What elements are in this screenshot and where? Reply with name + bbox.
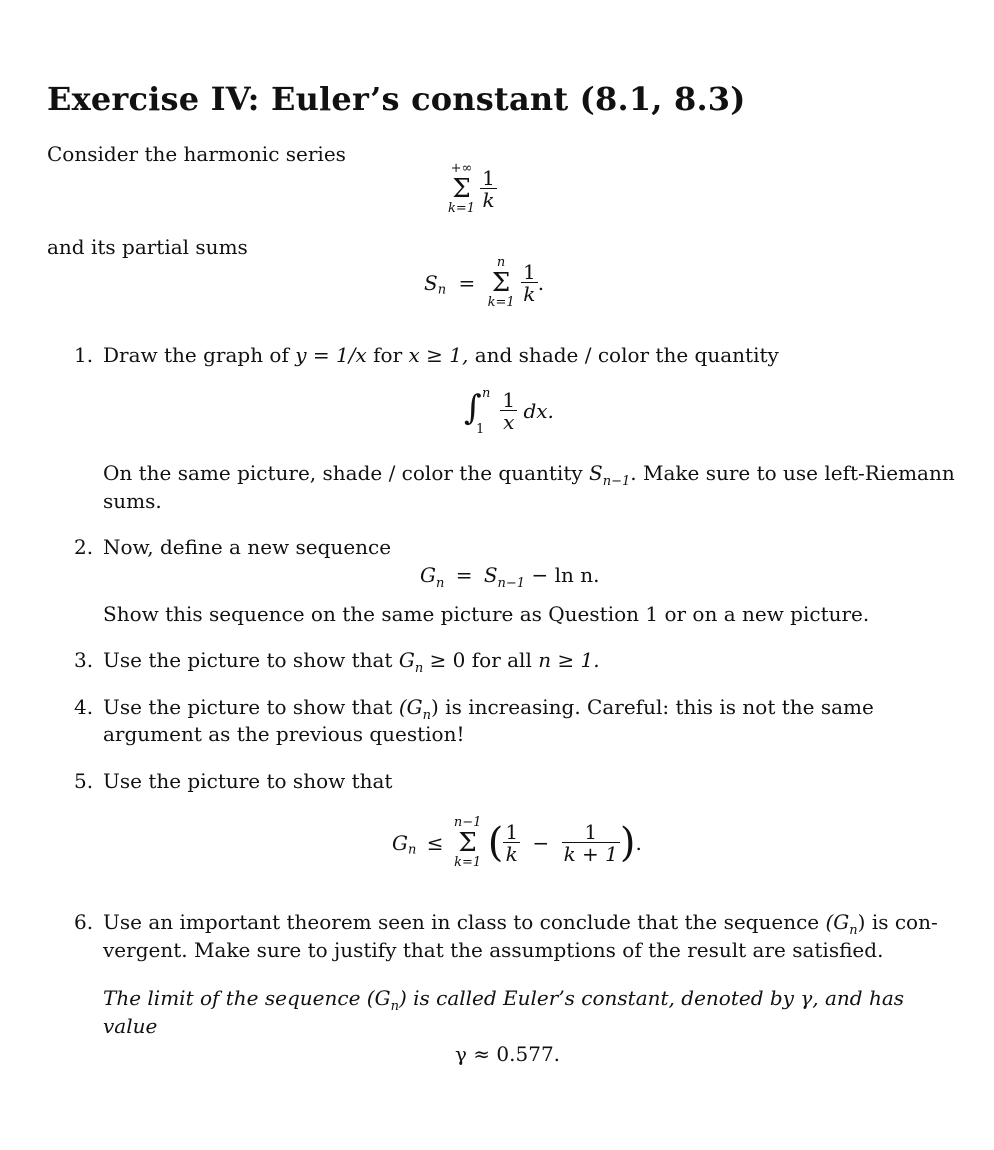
question-5-display-inequality: $G_n$ ≤ n−1 Σ k=1 ( $\frac{1}{k}$ − $\frac{1}{k + 1}$ ).	[392, 815, 642, 870]
question-1-followup: On the same picture, shade / color the quantity $S_{n-1}$. Make sure to use left-Riemann	[103, 461, 955, 489]
question-4-number: 4.	[74, 695, 94, 719]
period: .	[537, 271, 545, 295]
equals-sign: =	[458, 271, 476, 295]
euler-remark-line1: The limit of the sequence $(G_n)$ is called Euler’s constant, denoted by γ, and has	[103, 986, 905, 1014]
math-x-geq-1: x ≥ 1,	[408, 343, 469, 367]
fraction-numerator: 1	[522, 259, 536, 284]
sum-upper-limit: n	[496, 255, 506, 270]
question-2-display-equation: $G_n = S_{n-1} - \ln n$.	[420, 563, 600, 591]
integral-upper-limit: n	[482, 386, 491, 401]
fraction-denominator: x	[503, 409, 515, 434]
question-5-number: 5.	[74, 769, 94, 793]
sigma-symbol: Σ	[452, 174, 471, 204]
question-3-text: Use the picture to show that $G_n \ge 0$ for all n ≥ 1.	[103, 648, 600, 676]
sum-upper-limit: +∞	[450, 161, 473, 176]
harmonic-series-formula	[448, 162, 497, 216]
question-3-number: 3.	[74, 648, 94, 672]
question-4-line2: argument as the previous question!	[103, 722, 465, 746]
intro-partial-sums-text: and its partial sums	[47, 235, 248, 259]
partial-sum-lhs: S	[424, 271, 438, 295]
intro-consider: Consider the harmonic series	[47, 142, 346, 166]
question-5-text: Use the picture to show that	[103, 769, 393, 793]
sum-upper-limit: n−1	[453, 815, 482, 830]
question-6-line2: vergent. Make sure to justify that the assumptions of the result are satisfied.	[103, 938, 884, 962]
question-6-number: 6.	[74, 910, 94, 934]
fraction-denominator: k	[523, 281, 536, 306]
euler-constant-value: γ ≈ 0.577.	[455, 1042, 561, 1066]
integral-formula	[464, 386, 554, 436]
question-1-number: 1.	[74, 343, 94, 367]
partial-sum-formula	[424, 256, 544, 310]
question-1-followup-line2: sums.	[103, 489, 162, 513]
euler-remark-line2: value	[103, 1014, 158, 1038]
sum-lower-limit: k=1	[454, 855, 482, 870]
question-2-followup: Show this sequence on the same picture as Question 1 or on a new picture.	[103, 602, 870, 626]
sigma-symbol: Σ	[458, 828, 477, 858]
question-2-text: Now, define a new sequence	[103, 535, 392, 559]
integral-lower-limit: 1	[476, 422, 485, 437]
sum-lower-limit: k=1	[487, 295, 515, 310]
exercise-title: Exercise IV: Euler’s constant (8.1, 8.3)	[47, 80, 746, 118]
math-y-equals-1-over-x: y = 1/x	[295, 343, 367, 367]
integral-sign: ∫	[464, 388, 482, 428]
question-6-line1: Use an important theorem seen in class to conclude that the sequence $(G_n)$ is con-	[103, 910, 938, 938]
fraction-numerator: 1	[482, 165, 495, 190]
partial-sum-lhs-sub: n	[437, 282, 447, 298]
sum-lower-limit: k=1	[448, 201, 476, 216]
question-1-text: Draw the graph of y = 1/x for x ≥ 1, and shade / color the quantity	[103, 343, 779, 367]
fraction-denominator: k	[482, 187, 495, 212]
question-2-number: 2.	[74, 535, 94, 559]
sigma-symbol: Σ	[491, 268, 511, 298]
fraction-numerator: 1	[502, 387, 516, 412]
differential-dx: dx.	[523, 399, 554, 423]
question-4-line1: Use the picture to show that $(G_n)$ is increasing. Careful: this is not the same	[103, 695, 874, 723]
